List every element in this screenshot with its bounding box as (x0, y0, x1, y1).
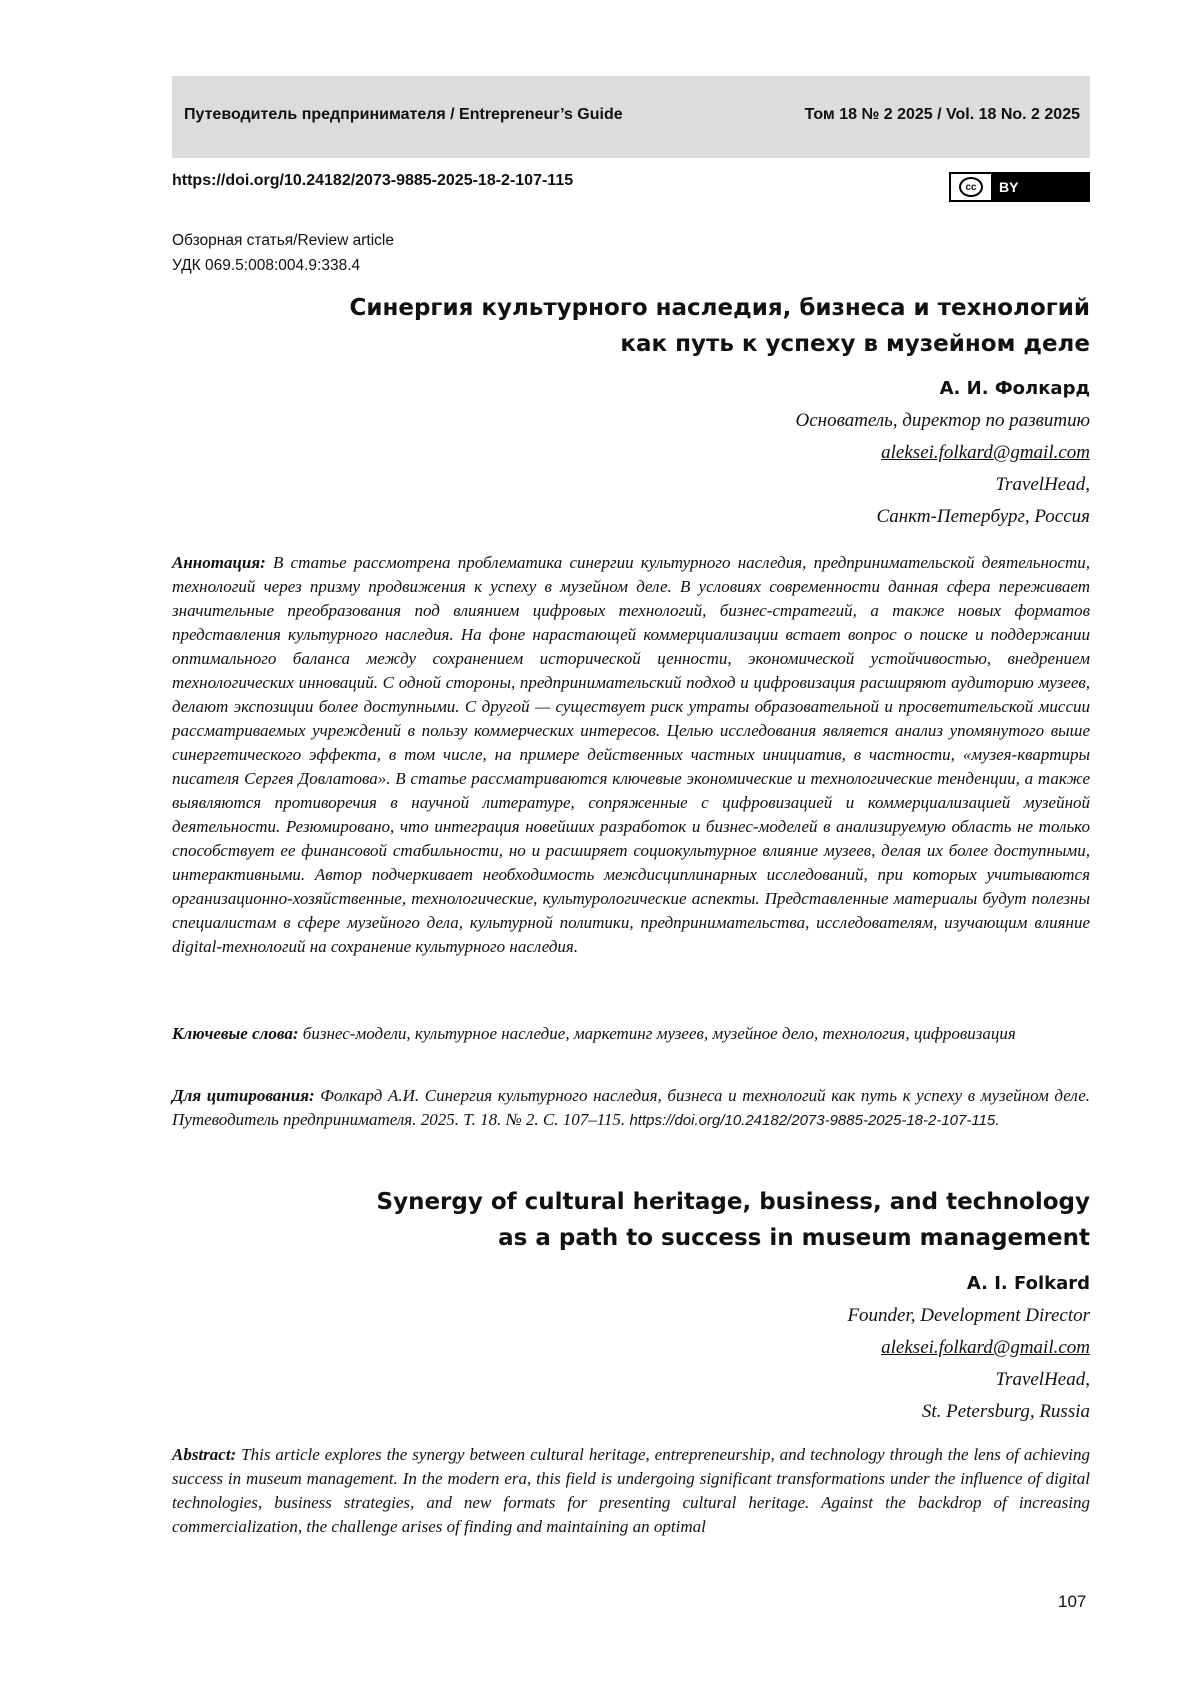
author-info-ru (796, 373, 1091, 533)
doi-link[interactable]: https://doi.org/10.24182/2073-9885-2025-18-2-107-115 (172, 172, 573, 190)
author-position-ru: Основатель, директор по развитию (796, 405, 1091, 437)
citation-label: Для цитирования: (172, 1086, 315, 1105)
abstract-label: Abstract: (172, 1445, 236, 1464)
keywords-ru (172, 1022, 1090, 1046)
title-ru (349, 290, 1090, 362)
journal-name: Путеводитель предпринимателя / Entrepreneur’s Guide (184, 106, 623, 124)
creative-commons-icon: cc (959, 177, 983, 197)
keywords-text: бизнес-модели, культурное наследие, маркетинг музеев, музейное дело, технология, цифровизация (303, 1024, 1016, 1043)
issue-info: Том 18 № 2 2025 / Vol. 18 No. 2 2025 (805, 106, 1080, 124)
abstract-text: This article explores the synergy between cultural heritage, entrepreneurship, and technology through the lens of achieving success in museum management. In the modern era, this field is undergoing significant transformations under the influence of digital technologies, business strategies, and new formats for presenting cultural heritage. Against the backdrop of increasing commercialization, the challenge arises of finding and maintaining an optimal (172, 1445, 1090, 1536)
citation-doi[interactable]: https://doi.org/10.24182/2073-9885-2025-18-2-107-115. (629, 1112, 999, 1129)
keywords-label: Ключевые слова: (172, 1024, 299, 1043)
title-en-line-2: as a path to success in museum management (377, 1220, 1090, 1256)
title-en-line-1: Synergy of cultural heritage, business, and technology (377, 1184, 1090, 1220)
author-org-en: TravelHead, (847, 1364, 1090, 1396)
running-header (172, 76, 1090, 158)
title-en (377, 1184, 1090, 1256)
cc-by-license-icon[interactable] (949, 172, 1090, 202)
annotation-ru (172, 551, 1090, 959)
author-info-en (847, 1268, 1090, 1428)
author-email-ru[interactable]: aleksei.folkard@gmail.com (796, 437, 1091, 469)
abstract-en (172, 1443, 1090, 1539)
journal-page (0, 0, 1200, 1697)
article-meta (172, 228, 394, 278)
author-email-en[interactable]: aleksei.folkard@gmail.com (847, 1332, 1090, 1364)
annotation-label: Аннотация: (172, 553, 266, 572)
author-city-en: St. Petersburg, Russia (847, 1396, 1090, 1428)
page-number: 107 (1058, 1592, 1086, 1612)
title-ru-line-2: как путь к успеху в музейном деле (349, 326, 1090, 362)
author-name-ru: А. И. Фолкард (796, 373, 1091, 405)
udk-code: УДК 069.5:008:004.9:338.4 (172, 253, 394, 278)
annotation-text: В статье рассмотрена проблематика синергии культурного наследия, предпринимательской деятельности, технологий через призму продвижения к успеху в музейном деле. В условиях современности данная сфера переживает значительные преобразования под влиянием цифровых технологий, бизнес-стратегий, а также новых форматов представления культурного наследия. На фоне нарастающей коммерциализации встает вопрос о поиске и поддержании оптимального баланса между сохранением исторической ценности, экономической устойчивостью, внедрением технологических инноваций. С одной стороны, предпринимательский подход и цифровизация расширяют аудиторию музеев, делают экспозиции более доступными. С другой — существует риск утраты образовательной и просветительской миссии рассматриваемых учреждений в пользу коммерческих интересов. Целью исследования является анализ упомянутого выше синергетического эффекта, в том числе, на примере действенных частных инициатив, в частности, «музея-квартиры писателя Сергея Довлатова». В статье рассматриваются ключевые экономические и технологические тенденции, а также выявляются противоречия в научной литературе, сопряженные с цифровизацией и коммерциализацией музейной деятельности. Резюмировано, что интеграция новейших разработок и бизнес-моделей в анализируемую область не только способствует ее финансовой стабильности, но и расширяет социокультурное влияние музеев, делая их более доступными, интерактивными. Автор подчеркивает необходимость междисциплинарных исследований, при которых учитываются организационно-хозяйственные, технологические, культурологические аспекты. Представленные материалы будут полезны специалистам в сфере музейного дела, культурной политики, предпринимательства, исследователям, изучающим влияние digital-технологий на сохранение культурного наследия. (172, 553, 1090, 956)
author-position-en: Founder, Development Director (847, 1300, 1090, 1332)
author-city-ru: Санкт-Петербург, Россия (796, 501, 1091, 533)
citation-ru (172, 1084, 1090, 1133)
author-org-ru: TravelHead, (796, 469, 1091, 501)
citation-text: Фолкард А.И. Синергия культурного наследия, бизнеса и технологий как путь к успеху в музейном деле. Путеводитель предпринимателя. 2025. Т. 18. № 2. С. 107–115. (172, 1086, 1090, 1129)
license-label: BY (991, 174, 1088, 200)
title-ru-line-1: Синергия культурного наследия, бизнеса и технологий (349, 290, 1090, 326)
author-name-en: A. I. Folkard (847, 1268, 1090, 1300)
article-type: Обзорная статья/Review article (172, 228, 394, 253)
